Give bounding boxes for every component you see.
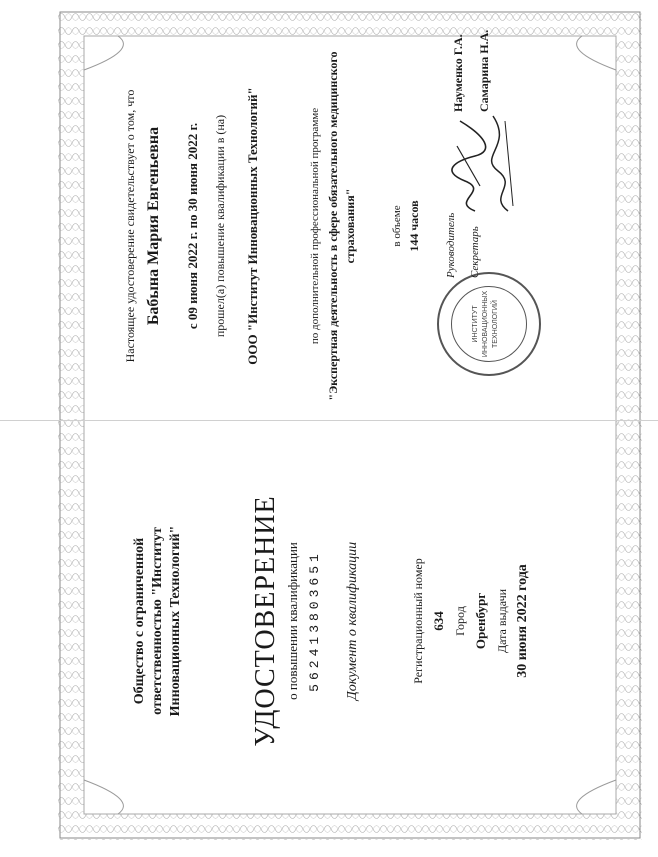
org-line-1: Общество с ограниченной [132,537,147,705]
rotated-content [85,29,605,816]
program-name-line-2: страхования" [343,188,357,264]
secretary-role-label: Секретарь [469,226,481,278]
seal-text-3: ТЕХНОЛОГИЙ [492,300,499,348]
seal-text-1: ИНСТИТУТ [472,305,479,343]
reg-number-value: 634 [431,611,446,631]
training-period: с 09 июня 2022 г. по 30 июня 2022 г. [185,122,200,330]
program-name [325,36,359,416]
issue-date-label: Дата выдачи [495,588,509,654]
seal-text-2: ИННОВАЦИОННЫХ [482,290,489,358]
city-label: Город [453,606,467,636]
intro-text: Настоящее удостоверение свидетельствует о том, что [123,89,137,363]
seal-center-text [471,274,501,374]
volume-label: в объеме [391,205,403,247]
head-name: Науменко Г.А. [451,34,465,112]
issue-date-value: 30 июня 2022 года [515,564,530,678]
volume-value: 144 часов [407,200,421,252]
document-kind: Документ о квалификации [345,541,360,701]
program-name-line-1: "Экспертная деятельность в сфере обязательного медицинского [326,51,340,401]
passed-text: прошел(а) повышение квалификации в (на) [213,114,227,338]
document-number: 562413803651 [307,550,322,692]
org-line-3: Инновационных Технологий" [168,525,183,717]
head-role-label: Руководитель [445,212,457,278]
secretary-signature [483,106,523,216]
official-seal [437,272,541,376]
issuer-organization [131,426,185,816]
document-title: УДОСТОВЕРЕНИЕ [250,495,281,747]
person-name: Бабына Мария Евгеньевна [145,126,162,326]
reg-number-label: Регистрационный номер [411,558,425,684]
program-label: по дополнительной профессиональной программе [309,107,321,345]
city-value: Оренбург [473,592,488,650]
secretary-name: Самарина Н.А. [477,29,491,112]
document-subtitle: о повышении квалификации [285,542,300,700]
org-line-2: ответственностью "Институт [150,527,165,715]
training-organization: ООО "Институт Инновационных Технологий" [245,87,260,365]
